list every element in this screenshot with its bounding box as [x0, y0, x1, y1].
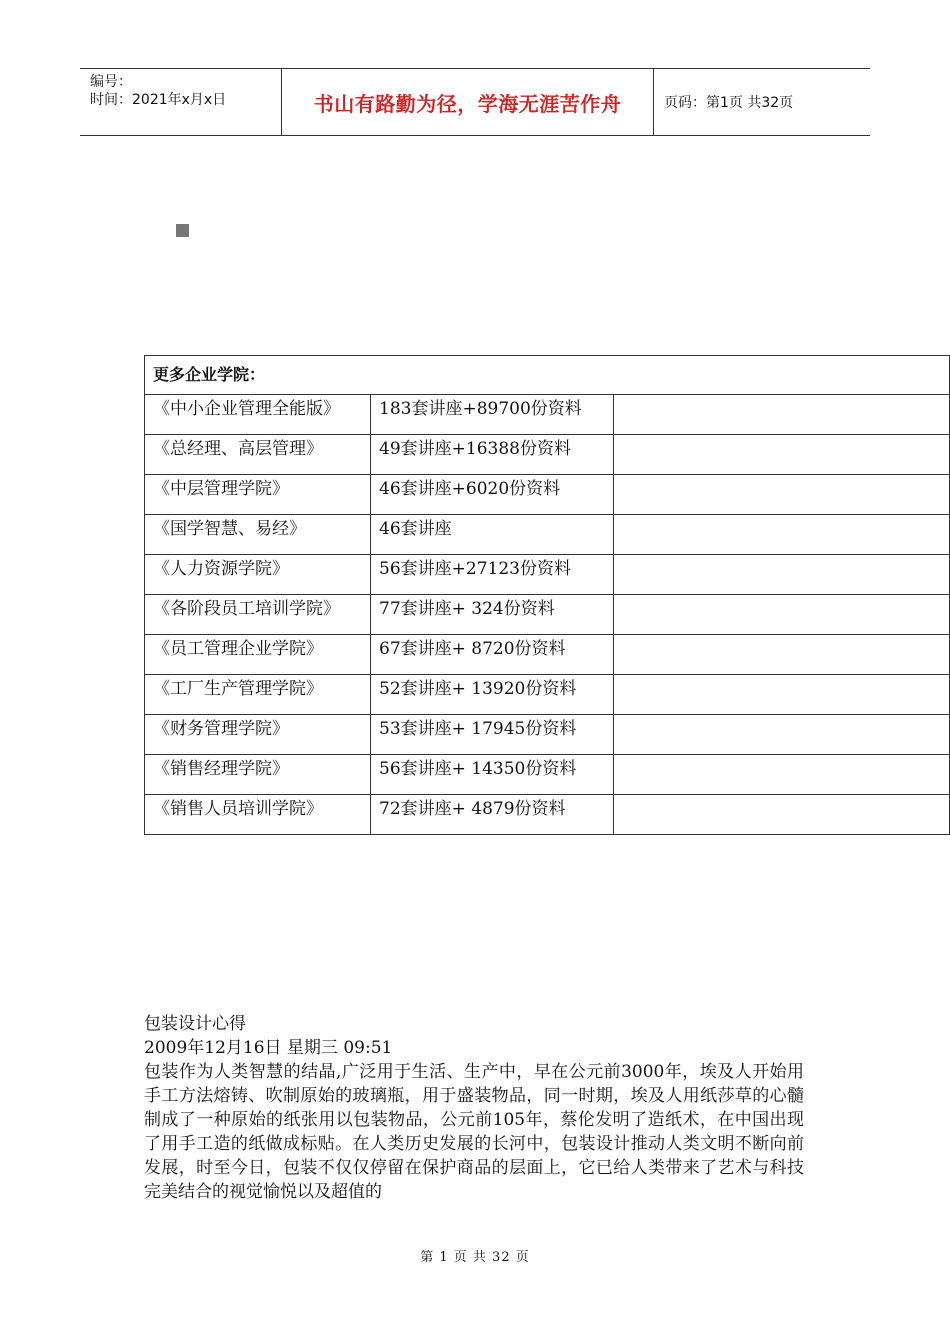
cell-text-desc: 53套讲座+ 17945份资料: [379, 719, 577, 739]
table-cell-extra: [614, 475, 950, 515]
table-cell-extra: [614, 515, 950, 555]
table-cell-extra: [614, 395, 950, 435]
table-cell-extra: [614, 675, 950, 715]
course-table: [144, 355, 950, 835]
table-cell-extra: [614, 595, 950, 635]
table-cell-extra: [614, 555, 950, 595]
table-cell-extra: [614, 715, 950, 755]
cell-text-name: 《销售经理学院》: [153, 759, 289, 779]
cell-text-name: 《中小企业管理全能版》: [153, 399, 340, 419]
table-cell-extra: [614, 795, 950, 835]
table-cell-extra: [614, 635, 950, 675]
cell-text-desc: 183套讲座+89700份资料: [379, 399, 582, 419]
page-footer: 第 1 页 共 32 页: [420, 1250, 530, 1265]
header-motto: 书山有路勤为径，学海无涯苦作舟: [282, 69, 654, 135]
table-cell-extra: [614, 435, 950, 475]
cell-text-desc: 49套讲座+16388份资料: [379, 439, 571, 459]
cell-text-name: 《中层管理学院》: [153, 479, 289, 499]
cell-text-desc: 52套讲座+ 13920份资料: [379, 679, 577, 699]
cell-text-desc: 67套讲座+ 8720份资料: [379, 639, 566, 659]
cell-text-name: 《工厂生产管理学院》: [153, 679, 323, 699]
cell-text-name: 《各阶段员工培训学院》: [153, 599, 340, 619]
square-bullet-icon: [176, 224, 189, 237]
cell-text-desc: 46套讲座: [379, 519, 452, 539]
cell-text-desc: 56套讲座+ 14350份资料: [379, 759, 577, 779]
table-cell-extra: [614, 755, 950, 795]
article-body: 包装作为人类智慧的结晶,广泛用于生活、生产中，早在公元前3000年，埃及人开始用手工方法熔铸、吹制原始的玻璃瓶，用于盛装物品，同一时期，埃及人用纸莎草的心髓制成了一种原始的纸张用以包装物品，公元前105年，蔡伦发明了造纸术，在中国出现了用手工造的纸做成标贴。在人类历史发展的长河中，包装设计推动人类文明不断向前发展，时至今日，包装不仅仅停留在保护商品的层面上，它已给人类带来了艺术与科技完美结合的视觉愉悦以及超值的: [144, 1062, 804, 1202]
article: [144, 1012, 804, 1204]
cell-text-name: 《销售人员培训学院》: [153, 799, 323, 819]
table-title: 更多企业学院：: [145, 356, 950, 395]
cell-text-name: 《总经理、高层管理》: [153, 439, 323, 459]
cell-text-name: 《人力资源学院》: [153, 559, 289, 579]
time-label: 时间：2021年x月x日: [90, 92, 227, 108]
cell-text-name: 《国学智慧、易经》: [153, 519, 306, 539]
header-meta: [80, 69, 282, 135]
number-label: 编号：: [90, 74, 132, 90]
cell-text-desc: 72套讲座+ 4879份资料: [379, 799, 566, 819]
cell-text-name: 《财务管理学院》: [153, 719, 289, 739]
page-header: [80, 68, 870, 136]
article-title: 包装设计心得: [144, 1014, 246, 1034]
table-cell-name: [145, 795, 371, 835]
article-date: 2009年12月16日 星期三 09:51: [144, 1038, 393, 1058]
table-row: [145, 795, 950, 835]
cell-text-desc: 46套讲座+6020份资料: [379, 479, 561, 499]
header-page-info: 页码：第1页 共32页: [664, 95, 794, 111]
table-cell-desc: [371, 795, 614, 835]
cell-text-desc: 56套讲座+27123份资料: [379, 559, 571, 579]
cell-text-desc: 77套讲座+ 324份资料: [379, 599, 555, 619]
cell-text-name: 《员工管理企业学院》: [153, 639, 323, 659]
